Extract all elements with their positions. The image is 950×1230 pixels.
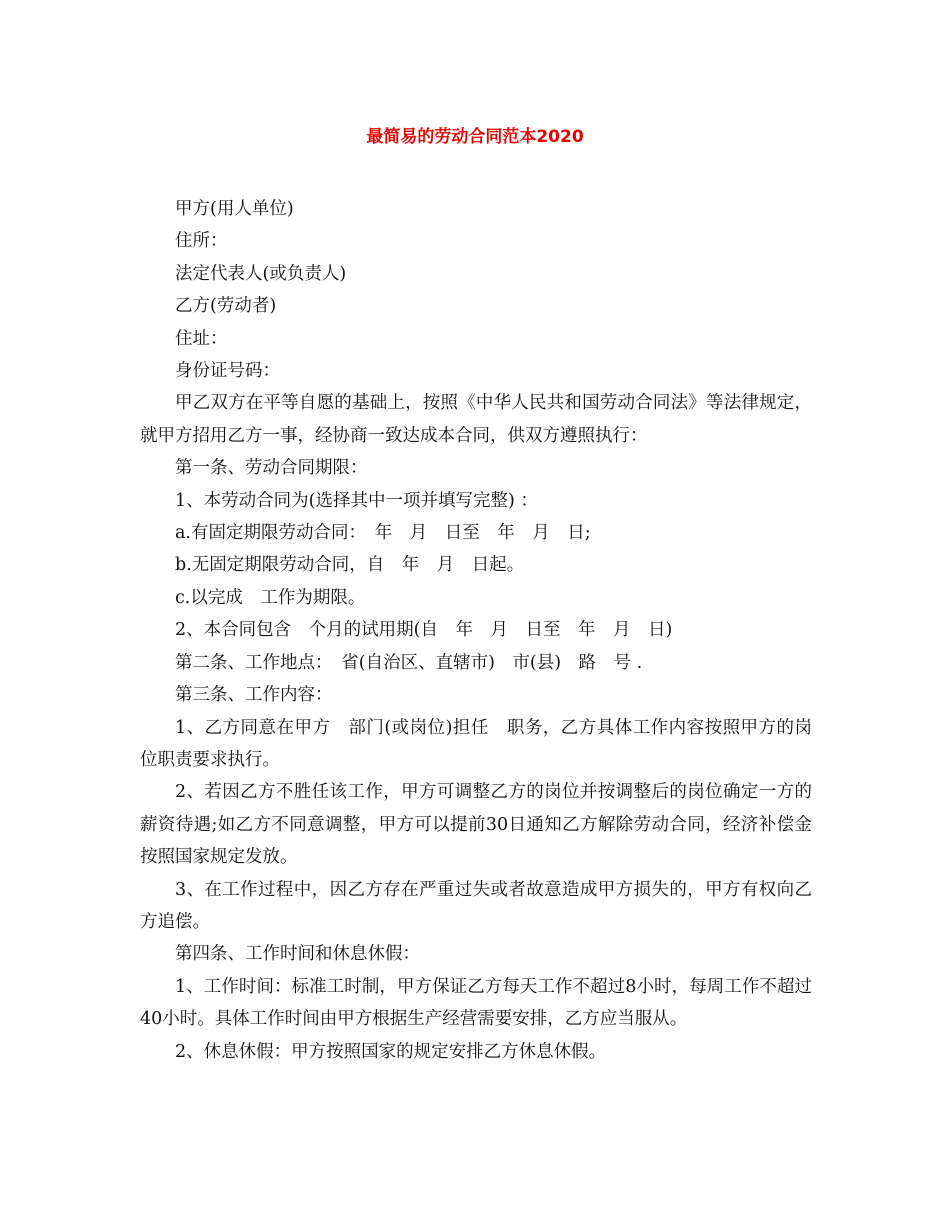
article-4-clause-1: 1、工作时间：标准工时制，甲方保证乙方每天工作不超过8小时，每周工作不超过40小时。具体工作时间由甲方根据生产经营需要安排，乙方应当服从。 (140, 976, 812, 1030)
article-1-option-b: b.无固定期限劳动合同，自 年 月 日起。 (175, 555, 525, 576)
article-3-heading: 第三条、工作内容： (175, 685, 333, 706)
article-3-clause-3: 3、在工作过程中，因乙方存在严重过失或者故意造成甲方损失的，甲方有权向乙方追偿。 (140, 879, 812, 932)
party-a-address-line: 住所： (175, 231, 228, 252)
document-body (140, 193, 812, 1068)
article-1-clause-1: 1、本劳动合同为(选择其中一项并填写完整) ： (175, 490, 538, 511)
id-number-line: 身份证号码： (175, 361, 280, 382)
article-4-clause-2: 2、休息休假：甲方按照国家的规定安排乙方休息休假。 (175, 1041, 607, 1062)
party-b-line: 乙方(劳动者) (175, 296, 277, 317)
article-4-heading: 第四条、工作时间和休息休假： (175, 944, 420, 965)
party-b-address-line: 住址： (175, 328, 228, 349)
article-1-option-a: a.有固定期限劳动合同： 年 月 日至 年 月 日; (175, 523, 591, 544)
document-title: 最简易的劳动合同范本2020 (366, 127, 584, 147)
article-2-paragraph: 第二条、工作地点： 省(自治区、直辖市) 市(县) 路 号 . (175, 652, 643, 673)
article-1-option-c: c.以完成 工作为期限。 (175, 587, 366, 608)
legal-representative-line: 法定代表人(或负责人) (175, 263, 347, 284)
article-3-clause-1: 1、乙方同意在甲方 部门(或岗位)担任 职务，乙方具体工作内容按照甲方的岗位职责要求执行。 (140, 717, 812, 770)
article-1-heading: 第一条、劳动合同期限： (175, 458, 368, 479)
party-a-line: 甲方(用人单位) (175, 199, 294, 219)
article-3-clause-2: 2、若因乙方不胜任该工作，甲方可调整乙方的岗位并按调整后的岗位确定一方的薪资待遇;如乙方不同意调整，甲方可以提前30日通知乙方解除劳动合同，经济补偿金按照国家规定发放。 (140, 782, 812, 868)
article-1-clause-2: 2、本合同包含 个月的试用期(自 年 月 日至 年 月 日) (175, 620, 673, 641)
preamble-paragraph: 甲乙双方在平等自愿的基础上，按照《中华人民共和国劳动合同法》等法律规定，就甲方招用乙方一事，经协商一致达成本合同，供双方遵照执行： (140, 393, 812, 446)
